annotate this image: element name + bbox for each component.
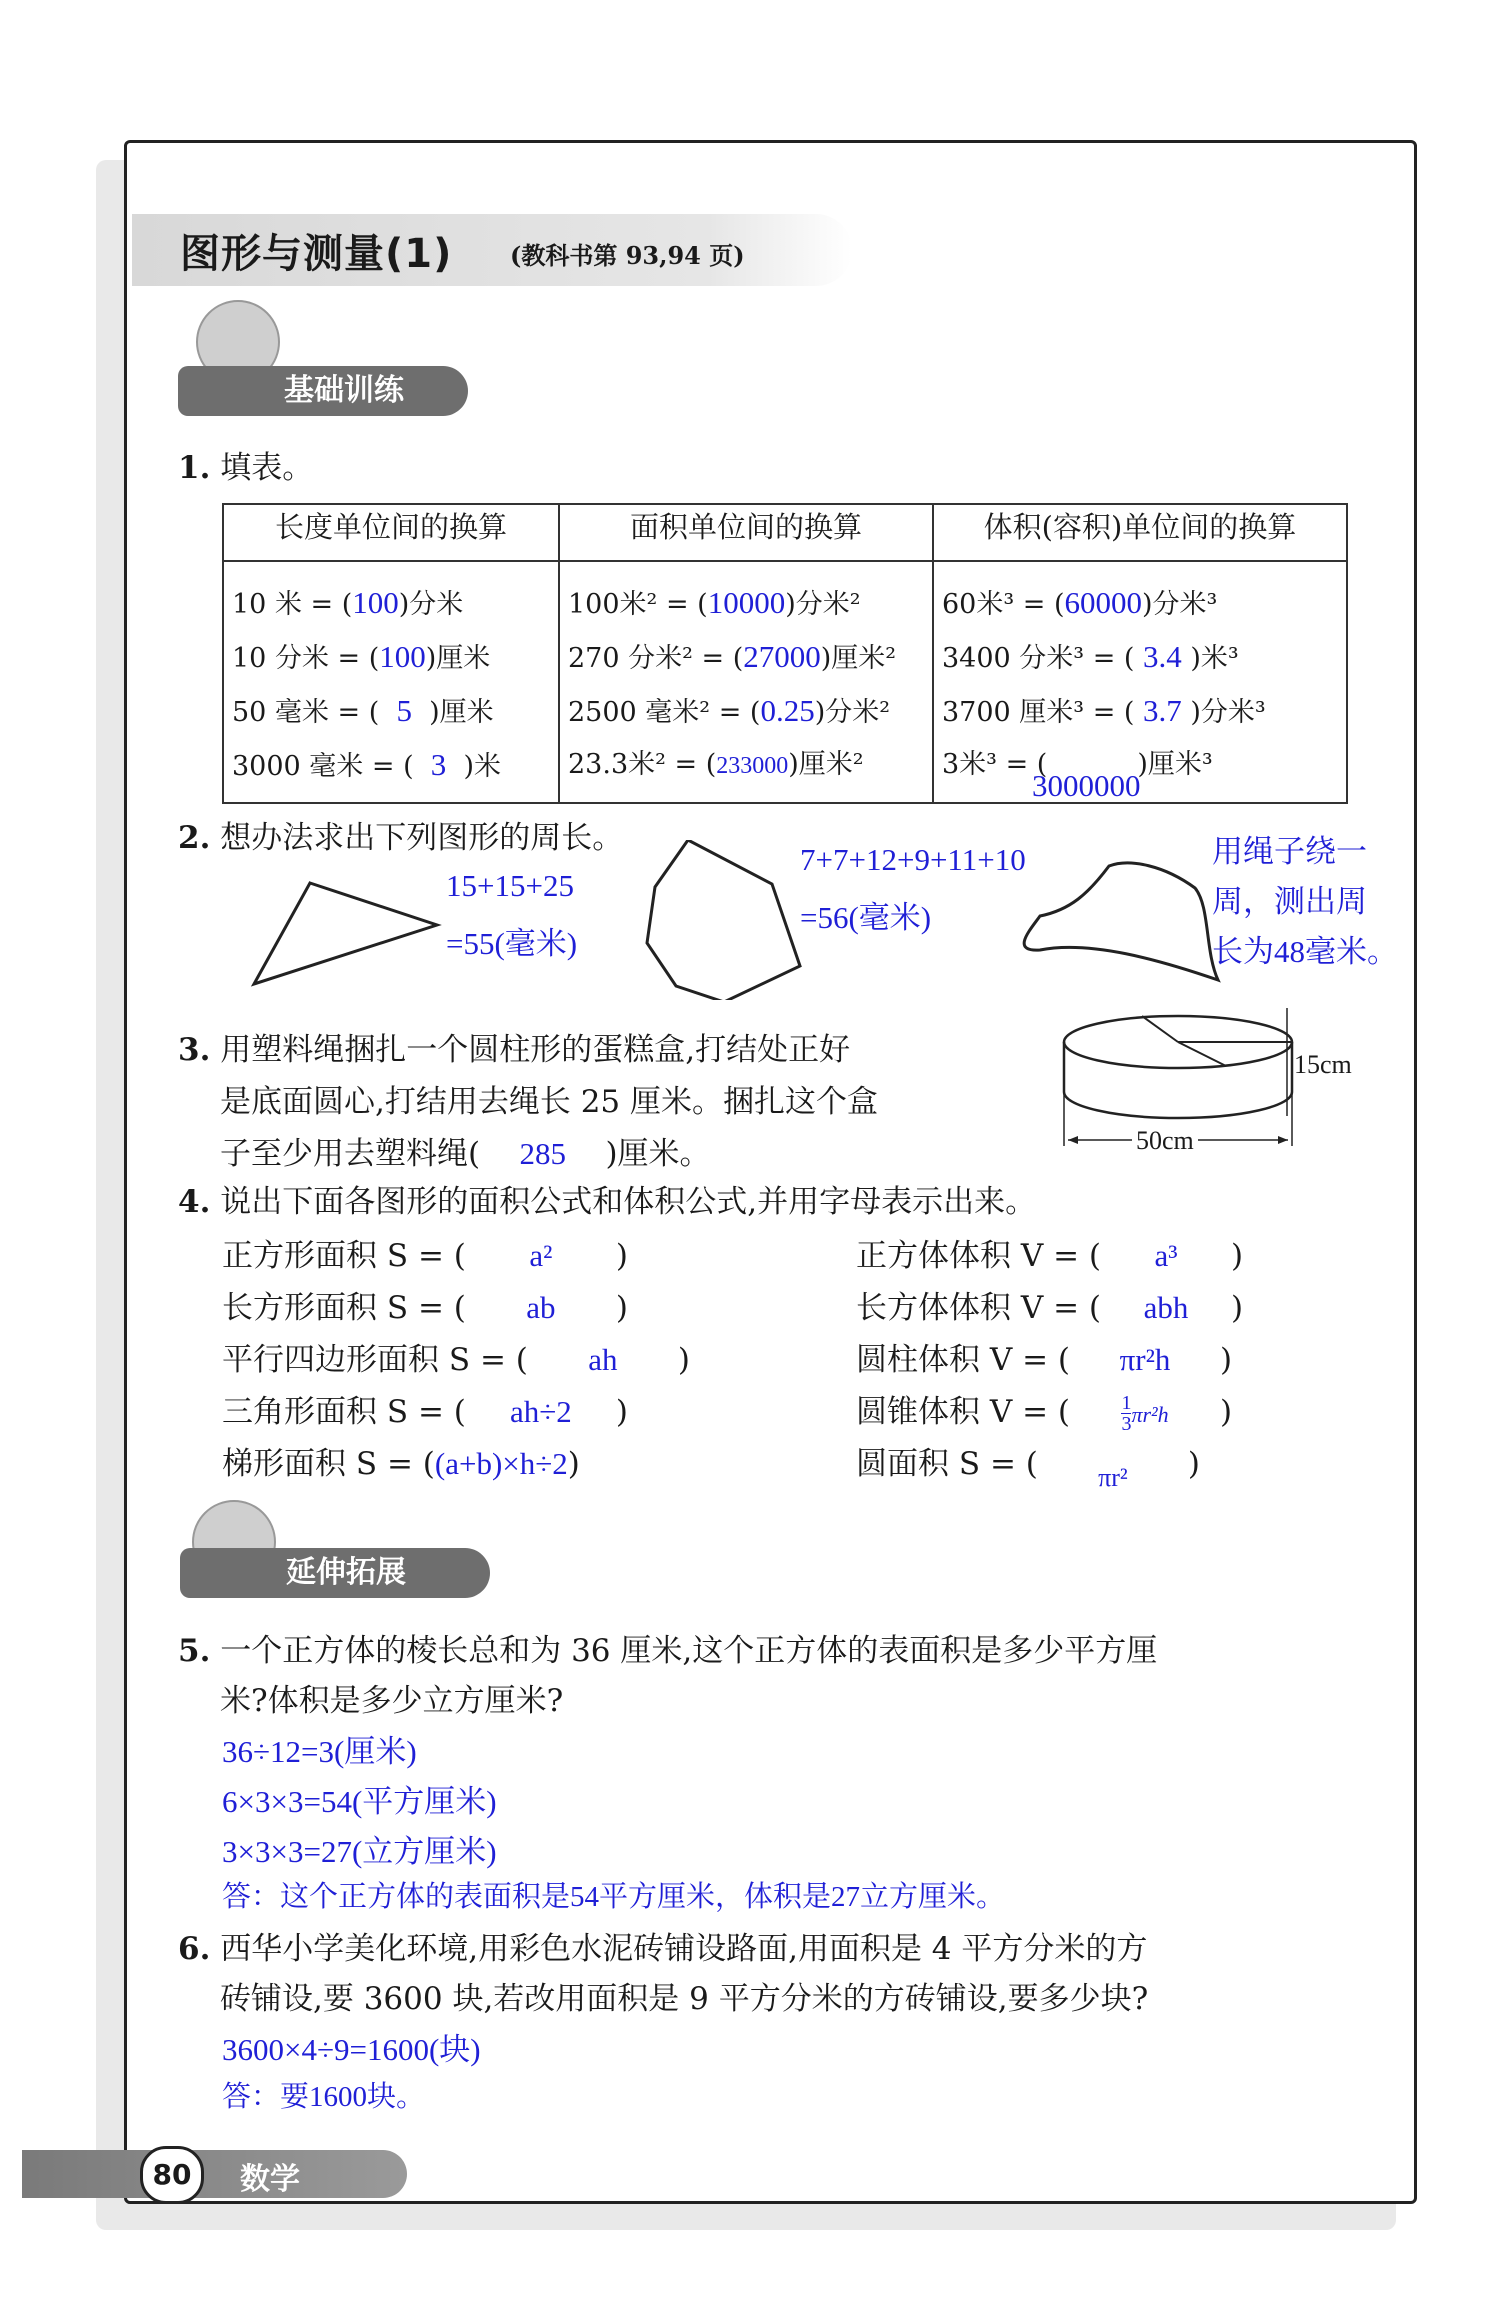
answer: 3.7	[1143, 693, 1182, 728]
q2-answer-1-line1: 15+15+25	[446, 868, 574, 903]
q3-line3-pre: 子至少用去塑料绳(	[220, 1136, 481, 1172]
conv-row: 3700 厘米³ = ( 3.7 )分米³	[942, 693, 1266, 728]
table-header: 长度单位间的换算	[223, 504, 559, 561]
conv-row: 100米² = (10000)分米²	[568, 585, 861, 620]
q5-line2: 米?体积是多少立方厘米?	[220, 1683, 564, 1719]
frac-denominator: 3	[1121, 1413, 1132, 1435]
answer: 3.4	[1143, 639, 1182, 674]
conv-row: 10 米 = (100)分米	[232, 585, 464, 620]
q2-answer-3-line2: 周，测出周	[1212, 884, 1367, 919]
table-header: 体积(容积)单位间的换算	[933, 504, 1347, 561]
q3-prompt	[178, 1024, 878, 1180]
q1-prompt	[178, 448, 313, 488]
answer: 233000	[716, 753, 789, 779]
conv-row: 60米³ = (60000)分米³	[942, 585, 1218, 620]
formula-right-5: 圆面积 S = ( πr² )	[856, 1446, 1200, 1492]
q2-answer-3-line1: 用绳子绕一	[1212, 834, 1367, 869]
q5-prompt	[178, 1626, 1157, 1726]
formula-right-3: 圆柱体积 V = ( πr²h )	[856, 1342, 1233, 1378]
answer: 0.25	[760, 693, 815, 728]
page-subtitle: (教科书第 93,94 页)	[510, 241, 745, 270]
q3-line1: 用塑料绳捆扎一个圆柱形的蛋糕盒,打结处正好	[220, 1032, 851, 1068]
q6-line2: 砖铺设,要 3600 块,若改用面积是 9 平方分米的方砖铺设,要多少块?	[220, 1981, 1149, 2017]
table-cell-length	[223, 561, 559, 803]
answer: 10000	[707, 585, 786, 620]
conv-row: 10 分米 = (100)厘米	[232, 639, 491, 674]
section-basic-label: 基础训练	[284, 373, 404, 408]
frac-numerator: 1	[1121, 1392, 1132, 1414]
q3-number: 3.	[178, 1032, 211, 1068]
page-title: 图形与测量(1)	[180, 231, 453, 277]
q2-shapes	[240, 840, 1240, 1000]
section-extend	[180, 1548, 490, 1598]
q2-text: 想办法求出下列图形的周长。	[220, 820, 624, 856]
q2-answer-2-line2: =56(毫米)	[800, 900, 932, 935]
q5-answer-3: 3×3×3=27(立方厘米)	[222, 1834, 497, 1869]
answer: 27000	[743, 639, 821, 674]
conv-row: 23.3米² = (233000)厘米²	[568, 749, 864, 780]
conv-row: 50 毫米 = ( 5 )厘米	[232, 693, 494, 728]
q3-line2: 是底面圆心,打结用去绳长 25 厘米。捆扎这个盒	[220, 1084, 879, 1120]
conv-row: 2500 毫米² = (0.25)分米²	[568, 693, 891, 728]
q5-number: 5.	[178, 1633, 211, 1669]
answer: 5	[396, 693, 412, 728]
conv-row: 3400 分米³ = ( 3.4 )米³	[942, 639, 1239, 674]
conversion-table	[222, 503, 1348, 804]
triangle-shape	[254, 883, 437, 984]
answer: 3	[430, 747, 447, 782]
conv-row: 3000 毫米 = ( 3 )米	[232, 747, 502, 782]
table-cell-volume	[933, 561, 1347, 803]
q2-number: 2.	[178, 820, 211, 856]
irregular-shape	[1024, 863, 1218, 980]
q3-line3-post: )厘米。	[605, 1136, 711, 1172]
q5-answer-4: 答：这个正方体的表面积是54平方厘米，体积是27立方厘米。	[222, 1881, 1006, 1913]
footer-band	[22, 2150, 407, 2198]
answer: 60000	[1064, 585, 1143, 620]
answer: 100	[352, 585, 399, 620]
q5-line1: 一个正方体的棱长总和为 36 厘米,这个正方体的表面积是多少平方厘	[220, 1633, 1158, 1669]
q6-answer-2: 答：要1600块。	[222, 2081, 426, 2113]
table-header: 面积单位间的换算	[559, 504, 933, 561]
section-basic	[178, 366, 468, 416]
formula-right-1: 正方体体积 V = ( a³ )	[856, 1238, 1244, 1274]
conv-row: 3米³ = ( )厘米³	[942, 749, 1213, 780]
hexagon-shape	[647, 840, 800, 1000]
q3-answer: 285	[519, 1136, 567, 1171]
answer: 100	[379, 639, 426, 674]
q4-prompt	[178, 1182, 1036, 1222]
formula-left-2: 长方形面积 S = ( ab )	[222, 1290, 628, 1326]
formula-left-3: 平行四边形面积 S = ( ah )	[222, 1342, 690, 1378]
q6-line1: 西华小学美化环境,用彩色水泥砖铺设路面,用面积是 4 平方分米的方	[220, 1931, 1148, 1967]
formula-left-1: 正方形面积 S = ( a² )	[222, 1238, 628, 1274]
formula-left-5: 梯形面积 S = ((a+b)×h÷2)	[222, 1446, 580, 1482]
q2-answer-2-line1: 7+7+12+9+11+10	[800, 842, 1026, 877]
answer-3000000: 3000000	[1032, 768, 1141, 803]
table-cell-area	[559, 561, 933, 803]
formula-left-4: 三角形面积 S = ( ah÷2 )	[222, 1394, 628, 1430]
q1-text: 填表。	[220, 450, 314, 486]
q1-number: 1.	[178, 450, 211, 486]
cake-height-label: 15cm	[1294, 1050, 1352, 1079]
q4-number: 4.	[178, 1184, 211, 1220]
q4-text: 说出下面各图形的面积公式和体积公式,并用字母表示出来。	[220, 1184, 1037, 1220]
q6-prompt	[178, 1924, 1148, 2024]
conv-row: 270 分米² = (27000)厘米²	[568, 639, 897, 674]
q5-answer-2: 6×3×3=54(平方厘米)	[222, 1784, 497, 1819]
formula-right-2: 长方体体积 V = ( abh )	[856, 1290, 1244, 1326]
q5-answer-1: 36÷12=3(厘米)	[222, 1734, 417, 1769]
page-number: 80	[140, 2146, 204, 2204]
cake-diameter-label: 50cm	[1132, 1126, 1198, 1156]
formula-right-4: 圆锥体积 V = ( $\frac{1}{3}$ πr²h )	[856, 1392, 1233, 1435]
q6-answer-1: 3600×4÷9=1600(块)	[222, 2032, 481, 2067]
section-extend-label: 延伸拓展	[286, 1555, 406, 1590]
q6-number: 6.	[178, 1931, 211, 1967]
q2-answer-1-line2: =55(毫米)	[446, 926, 578, 961]
q2-answer-3-line3: 长为48毫米。	[1212, 934, 1398, 969]
subject-label: 数学	[240, 2162, 300, 2197]
